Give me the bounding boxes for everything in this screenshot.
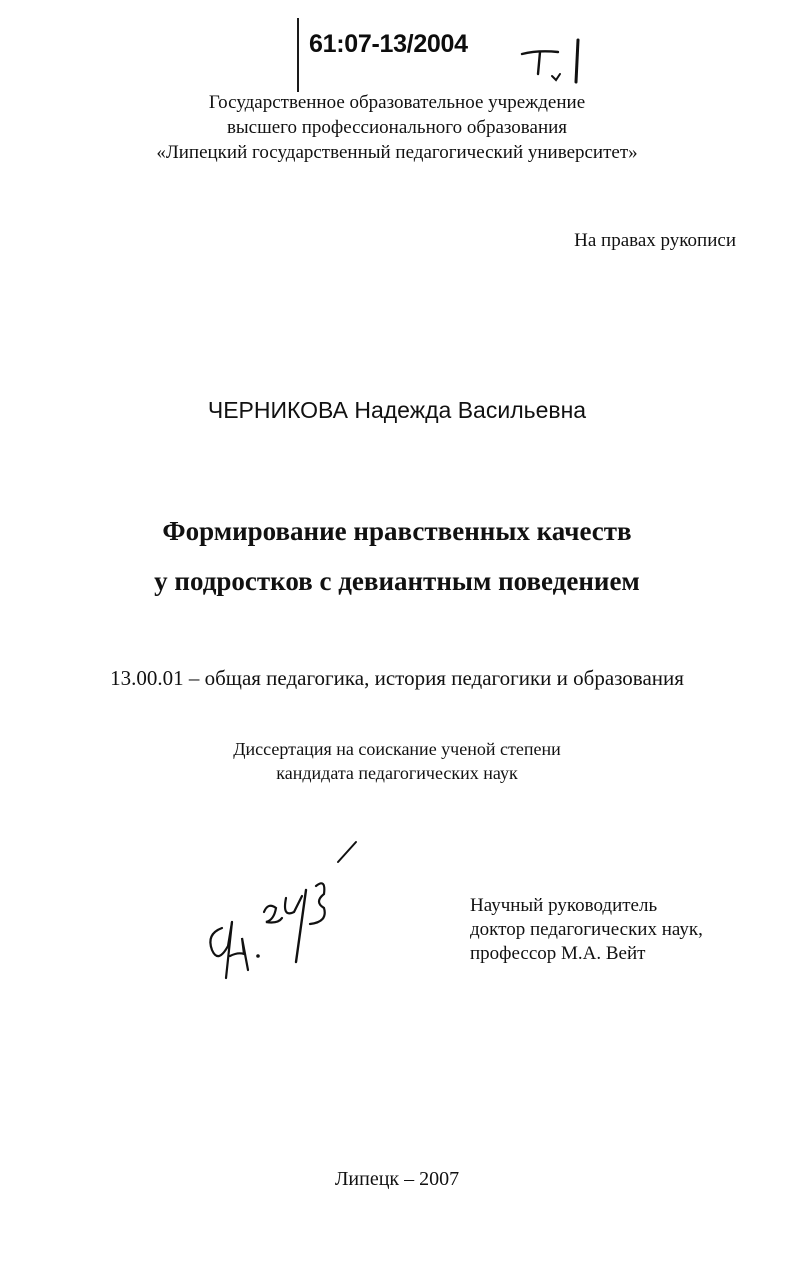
specialty-code: 13.00.01 – общая педагогика, история педагогики и образования — [110, 666, 684, 690]
supervisor-line-1: Научный руководитель — [470, 895, 658, 916]
supervisor-line-3: профессор М.А. Вейт — [470, 943, 646, 964]
institution-line-2: высшего профессионального образования — [226, 117, 568, 138]
stamp-divider — [297, 18, 299, 92]
dissertation-title — [0, 506, 794, 606]
rights-note: На правах рукописи — [574, 230, 736, 251]
institution-block — [0, 90, 794, 165]
supervisor-block — [470, 894, 703, 966]
degree-line-2: кандидата педагогических наук — [276, 763, 518, 783]
title-line-2: у подростков с девиантным поведением — [154, 566, 640, 596]
institution-line-3: «Липецкий государственный педагогический университет» — [156, 142, 638, 163]
supervisor-line-2: доктор педагогических наук, — [470, 919, 703, 940]
degree-block — [0, 737, 794, 785]
author-name: ЧЕРНИКОВА Надежда Васильевна — [207, 397, 587, 423]
title-line-1: Формирование нравственных качеств — [162, 516, 632, 546]
degree-line-1: Диссертация на соискание ученой степени — [233, 739, 561, 759]
handwritten-volume-mark — [518, 38, 593, 88]
institution-line-1: Государственное образовательное учреждение — [208, 92, 586, 113]
archive-code: 61:07-13/2004 — [309, 30, 468, 58]
city-year: Липецк – 2007 — [334, 1168, 460, 1190]
handwritten-signature — [198, 838, 368, 988]
